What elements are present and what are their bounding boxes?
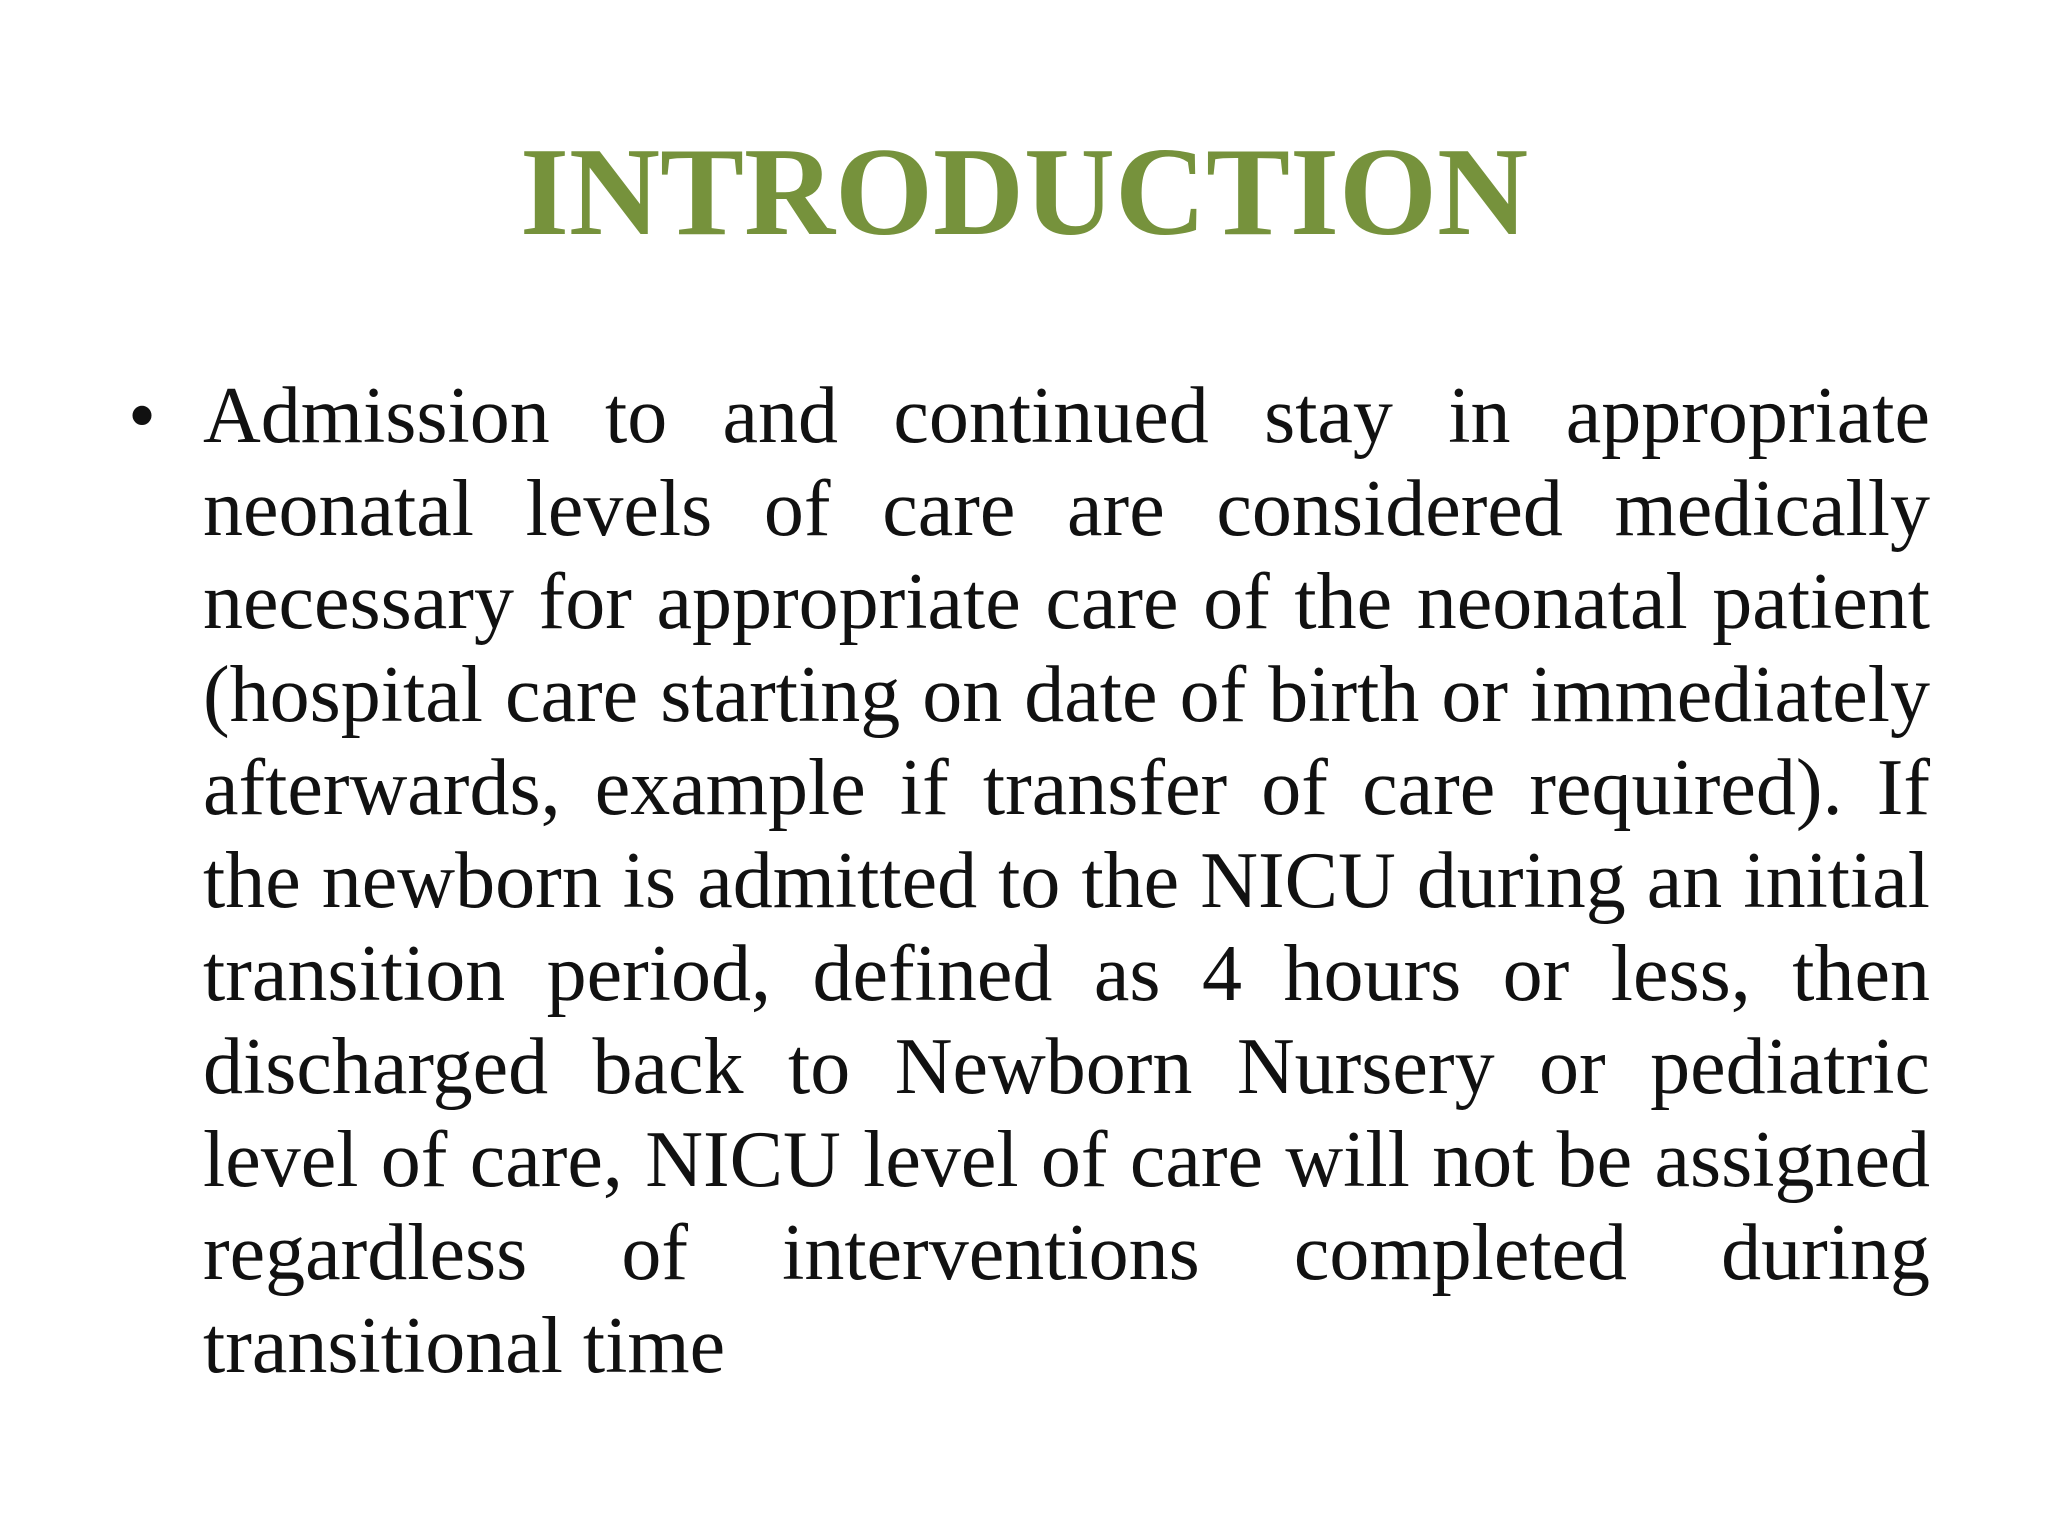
slide-title: INTRODUCTION: [519, 123, 1529, 262]
bullet-marker: •: [128, 372, 157, 460]
bullet-text: Admission to and continued stay in appropriate neonatal levels of care are considered medically necessary for appropriate care of the neonatal patient (hospital care starting on date of birth or immediately afterwards, example if transfer of care required). If the newborn is admitted to the NICU during an initial transition period, defined as 4 hours or less, then discharged back to Newborn Nursery or pediatric level of care, NICU level of care will not be assigned regardless of interventions completed during transitional time: [203, 372, 1930, 1390]
bullet-list: [0, 370, 2048, 1393]
bullet-item: [0, 370, 2048, 1393]
